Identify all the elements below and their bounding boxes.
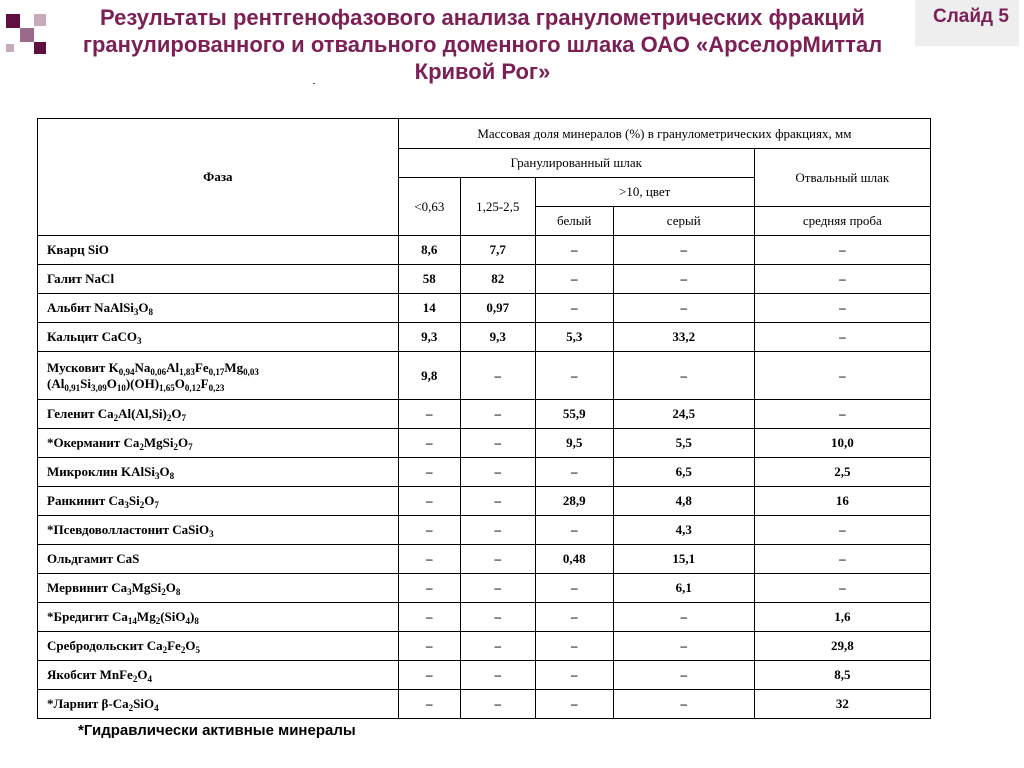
value-cell: – xyxy=(535,574,613,603)
value-cell: – xyxy=(460,632,535,661)
value-cell: 6,1 xyxy=(613,574,754,603)
footnote: *Гидравлически активные минералы xyxy=(78,722,356,739)
value-cell: 9,5 xyxy=(535,429,613,458)
value-cell: – xyxy=(535,661,613,690)
value-cell: 16 xyxy=(754,487,930,516)
value-cell: – xyxy=(460,429,535,458)
table-row xyxy=(38,236,931,265)
value-cell: 14 xyxy=(398,294,460,323)
table-body xyxy=(38,236,931,719)
phase-name-cell: Микроклин $KAlSi_3O_8$ xyxy=(38,458,399,487)
slide-title xyxy=(55,4,910,85)
phase-analysis-table xyxy=(37,118,931,719)
value-cell: – xyxy=(398,545,460,574)
value-cell: – xyxy=(535,458,613,487)
value-cell: – xyxy=(754,294,930,323)
value-cell: – xyxy=(535,632,613,661)
phase-name-cell: Ольдгамит CaS xyxy=(38,545,399,574)
phase-name-cell: Альбит $NaAlSi_3O_8$ xyxy=(38,294,399,323)
phase-name-cell: Галит NaCl xyxy=(38,265,399,294)
value-cell: 29,8 xyxy=(754,632,930,661)
value-cell: – xyxy=(398,487,460,516)
value-cell: – xyxy=(754,265,930,294)
value-cell: – xyxy=(754,236,930,265)
title-line-2: гранулированного и отвального доменного шлака ОАО «АрселорМиттал xyxy=(82,32,883,57)
value-cell: – xyxy=(613,265,754,294)
value-cell: 7,7 xyxy=(460,236,535,265)
phase-name-cell: Кальцит CaCO$_3$ xyxy=(38,323,399,352)
value-cell: 1,6 xyxy=(754,603,930,632)
value-cell: – xyxy=(460,400,535,429)
value-cell: 10,0 xyxy=(754,429,930,458)
header-lt063: <0,63 xyxy=(398,178,460,236)
value-cell: 58 xyxy=(398,265,460,294)
value-cell: – xyxy=(613,352,754,400)
value-cell: – xyxy=(398,574,460,603)
header-phase: Фаза xyxy=(38,119,399,236)
value-cell: – xyxy=(754,545,930,574)
logo-squares xyxy=(0,0,48,62)
value-cell: – xyxy=(754,574,930,603)
table-row xyxy=(38,429,931,458)
value-cell: – xyxy=(613,603,754,632)
value-cell: – xyxy=(754,516,930,545)
value-cell: 5,5 xyxy=(613,429,754,458)
table-row xyxy=(38,574,931,603)
value-cell: 24,5 xyxy=(613,400,754,429)
slide-number: Слайд 5 xyxy=(933,6,1009,27)
value-cell: – xyxy=(535,352,613,400)
value-cell: 8,6 xyxy=(398,236,460,265)
value-cell: – xyxy=(460,661,535,690)
value-cell: 15,1 xyxy=(613,545,754,574)
header-mass-fraction: Массовая доля минералов (%) в гранулометрических фракциях, мм xyxy=(398,119,930,149)
value-cell: – xyxy=(460,487,535,516)
value-cell: – xyxy=(460,352,535,400)
table-row xyxy=(38,265,931,294)
table-row xyxy=(38,632,931,661)
value-cell: 82 xyxy=(460,265,535,294)
value-cell: – xyxy=(398,603,460,632)
value-cell: – xyxy=(535,603,613,632)
header-average-sample: средняя проба xyxy=(754,207,930,236)
value-cell: – xyxy=(398,400,460,429)
header-gray: серый xyxy=(613,207,754,236)
phase-name-cell: Мервинит $Ca_3MgSi_2O_8$ xyxy=(38,574,399,603)
phase-name-cell: *Бредигит $Ca_{14}Mg_2(SiO_4)_8$ xyxy=(38,603,399,632)
table-row xyxy=(38,487,931,516)
table-row xyxy=(38,603,931,632)
value-cell: 33,2 xyxy=(613,323,754,352)
value-cell: – xyxy=(398,632,460,661)
value-cell: – xyxy=(398,516,460,545)
phase-name-cell: Мусковит $K_{0,94}Na_{0,06}Al_{1,83}Fe_{0,17}Mg_{0,03}$ $(Al_{0,91}Si_{3,09}O_{10})(OH)_{1,65}O_{0,12}F_{0,23}$ xyxy=(38,352,399,400)
header-dump-slag: Отвальный шлак xyxy=(754,149,930,207)
value-cell: – xyxy=(460,458,535,487)
value-cell: – xyxy=(535,516,613,545)
value-cell: – xyxy=(613,661,754,690)
table-row xyxy=(38,294,931,323)
decorative-dot xyxy=(313,83,315,84)
value-cell: – xyxy=(535,236,613,265)
header-granulated-slag: Гранулированный шлак xyxy=(398,149,754,178)
value-cell: – xyxy=(398,661,460,690)
value-cell: – xyxy=(535,690,613,719)
table-row xyxy=(38,690,931,719)
value-cell: 9,3 xyxy=(398,323,460,352)
value-cell: 4,3 xyxy=(613,516,754,545)
table-row xyxy=(38,458,931,487)
table-row xyxy=(38,400,931,429)
phase-name-cell: *Псевдоволластонит CaSiO$_3$ xyxy=(38,516,399,545)
table-row xyxy=(38,516,931,545)
value-cell: 0,48 xyxy=(535,545,613,574)
header-gt10-color: >10, цвет xyxy=(535,178,754,207)
phase-name-cell: Якобсит $MnFe_2O_4$ xyxy=(38,661,399,690)
value-cell: 4,8 xyxy=(613,487,754,516)
table-row xyxy=(38,545,931,574)
value-cell: – xyxy=(460,603,535,632)
value-cell: 6,5 xyxy=(613,458,754,487)
value-cell: – xyxy=(754,352,930,400)
phase-name-cell: Кварц SiO xyxy=(38,236,399,265)
value-cell: – xyxy=(613,236,754,265)
value-cell: – xyxy=(460,516,535,545)
table-row xyxy=(38,352,931,400)
title-line-3: Кривой Рог» xyxy=(414,59,551,84)
value-cell: – xyxy=(460,574,535,603)
phase-name-cell: *Окерманит $Ca_2MgSi_2O_7$ xyxy=(38,429,399,458)
phase-name-cell: *Ларнит $\beta-Ca_2SiO_4$ xyxy=(38,690,399,719)
phase-name-cell: Сребродольскит $Ca_2Fe_2O_5$ xyxy=(38,632,399,661)
table-row xyxy=(38,661,931,690)
value-cell: – xyxy=(613,294,754,323)
value-cell: – xyxy=(754,323,930,352)
value-cell: – xyxy=(398,690,460,719)
value-cell: – xyxy=(613,632,754,661)
value-cell: 32 xyxy=(754,690,930,719)
value-cell: 2,5 xyxy=(754,458,930,487)
value-cell: – xyxy=(398,458,460,487)
value-cell: 0,97 xyxy=(460,294,535,323)
value-cell: 9,3 xyxy=(460,323,535,352)
header-125-25: 1,25-2,5 xyxy=(460,178,535,236)
phase-name-cell: Ранкинит $Ca_3Si_2O_7$ xyxy=(38,487,399,516)
value-cell: 55,9 xyxy=(535,400,613,429)
title-line-1: Результаты рентгенофазового анализа гранулометрических фракций xyxy=(100,5,865,30)
value-cell: 8,5 xyxy=(754,661,930,690)
value-cell: – xyxy=(460,545,535,574)
header-white: белый xyxy=(535,207,613,236)
value-cell: – xyxy=(460,690,535,719)
phase-name-cell: Геленит $Ca_2Al(Al,Si)_2O_7$ xyxy=(38,400,399,429)
value-cell: 5,3 xyxy=(535,323,613,352)
value-cell: – xyxy=(398,429,460,458)
value-cell: 9,8 xyxy=(398,352,460,400)
value-cell: – xyxy=(613,690,754,719)
value-cell: – xyxy=(535,265,613,294)
value-cell: – xyxy=(754,400,930,429)
value-cell: – xyxy=(535,294,613,323)
table-row xyxy=(38,323,931,352)
value-cell: 28,9 xyxy=(535,487,613,516)
